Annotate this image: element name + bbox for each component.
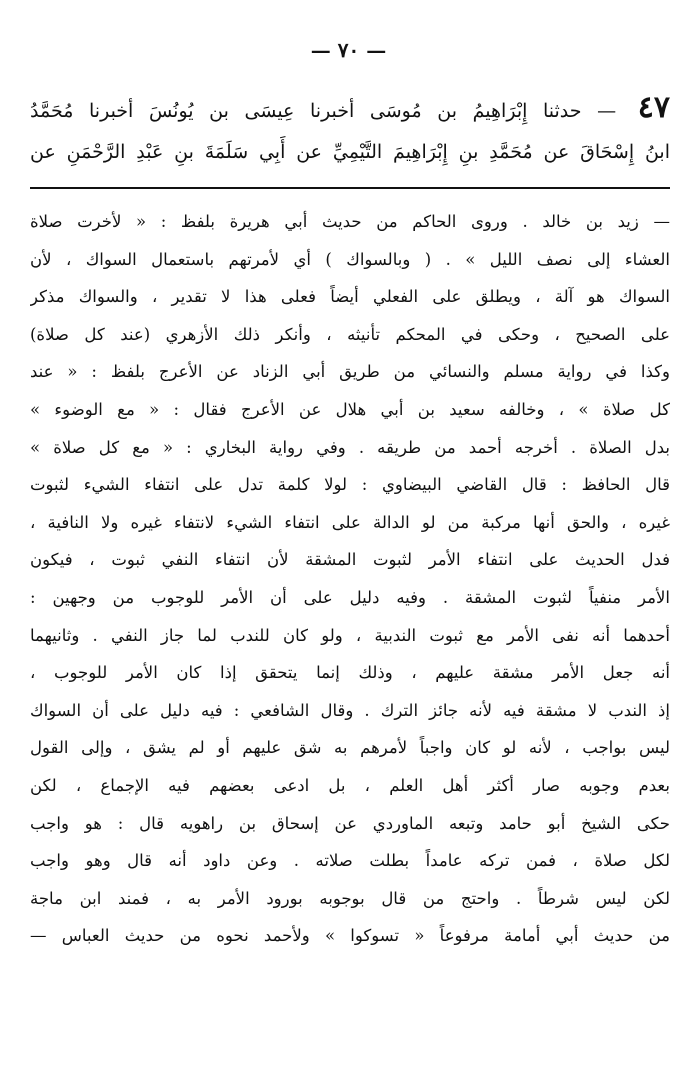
commentary-line: لكن ليس شرطاً . واحتج من قال بوجوبه بورود الأمر به ، فمند ابن ماجة bbox=[30, 888, 670, 908]
commentary-text bbox=[30, 203, 670, 955]
commentary-line: بدل الصلاة . أخرجه أحمد من طريقه . وفي رواية البخاري : « مع كل صلاة » bbox=[30, 437, 670, 457]
hadith-text bbox=[30, 86, 670, 174]
commentary-line: أنه جعل الأمر مشقة عليهم ، وذلك إنما يتحقق إذا كان الأمر للوجوب ، bbox=[30, 663, 670, 683]
hadith-line-text: — حدثنا إِبْرَاهِيمُ بن مُوسَى أخبرنا عِيسَى بن يُونُسَ أخبرنا مُحَمَّدُ bbox=[30, 100, 617, 122]
hadith-line: ابنُ إِسْحَاقَ عن مُحَمَّدِ بنِ إِبْرَاهِيمَ التَّيْمِيِّ عن أَبِي سَلَمَةَ بنِ عَبْدِ الرَّحْمَنِ عن bbox=[30, 141, 670, 163]
commentary-line: كل صلاة » ، وخالفه سعيد بن أبي هلال عن الأعرج فقال : « مع الوضوء » bbox=[30, 399, 670, 419]
commentary-line: فدل الحديث على انتفاء الأمر لثبوت المشقة لأن انتفاء النفي ثبوت ، فيكون bbox=[30, 550, 670, 570]
section-divider bbox=[30, 187, 670, 189]
commentary-line: وكذا في رواية مسلم والنسائي من طريق أبي الزناد عن الأعرج بلفظ : « عند bbox=[30, 362, 670, 382]
commentary-line: السواك هو آلة ، ويطلق على الفعلي أيضاً فعلى هذا لا تقدير ، والسواك مذكر bbox=[30, 287, 670, 307]
commentary-line: العشاء إلى نصف الليل » . ( وبالسواك ) أي لأمرتهم باستعمال السواك ، لأن bbox=[30, 249, 670, 269]
commentary-line: لكل صلاة ، فمن تركه عامداً بطلت صلاته . وعن داود أنه قال وهو واجب bbox=[30, 851, 670, 871]
commentary-line: بعدم وجوبه صار أكثر أهل العلم ، بل ادعى بعضهم فيه الإجماع ، لكن bbox=[30, 775, 670, 795]
commentary-line: على الصحيح ، وحكى في المحكم تأنيثه ، وأنكر ذلك الأزهري (عند كل صلاة) bbox=[30, 324, 670, 344]
commentary-line: حكى الشيخ أبو حامد وتبعه الماوردي عن إسحاق بن راهويه قال : هو واجب bbox=[30, 813, 670, 833]
commentary-line: — زيد بن خالد . وروى الحاكم من حديث أبي هريرة بلفظ : « لأخرت صلاة bbox=[30, 212, 670, 231]
page-number: — ٧٠ — bbox=[310, 38, 387, 62]
commentary-line: الأمر منفياً لثبوت المشقة . وفيه دليل على أن الأمر للوجوب من وجهين : bbox=[30, 587, 670, 607]
commentary-line: من حديث أبي أمامة مرفوعاً « تسوكوا » ولأحمد نحوه من حديث العباس — bbox=[30, 926, 670, 946]
commentary-line: غيره ، والحق أنها مركبة من لو الدالة على انتفاء الشيء لانتفاء غيره ولا النافية ، bbox=[30, 512, 670, 532]
commentary-line: إذ الندب لا مشقة فيه لأنه جائز الترك . وقال الشافعي : فيه دليل على أن السواك bbox=[30, 700, 670, 720]
commentary-line: أحدهما أنه نفى الأمر مع ثبوت الندبية ، ولو كان للندب لما جاز النفي . وثانيهما bbox=[30, 625, 670, 645]
commentary-line: ليس بواجب ، لأنه لو كان واجباً لأمرهم به شق عليهم أو لم يشق ، وإلى القول bbox=[30, 738, 670, 758]
commentary-line: قال الحافظ : قال القاضي البيضاوي : لولا كلمة تدل على انتفاء الشيء لثبوت bbox=[30, 475, 670, 495]
hadith-line bbox=[30, 86, 670, 130]
hadith-number: ٤٧ bbox=[637, 90, 670, 125]
